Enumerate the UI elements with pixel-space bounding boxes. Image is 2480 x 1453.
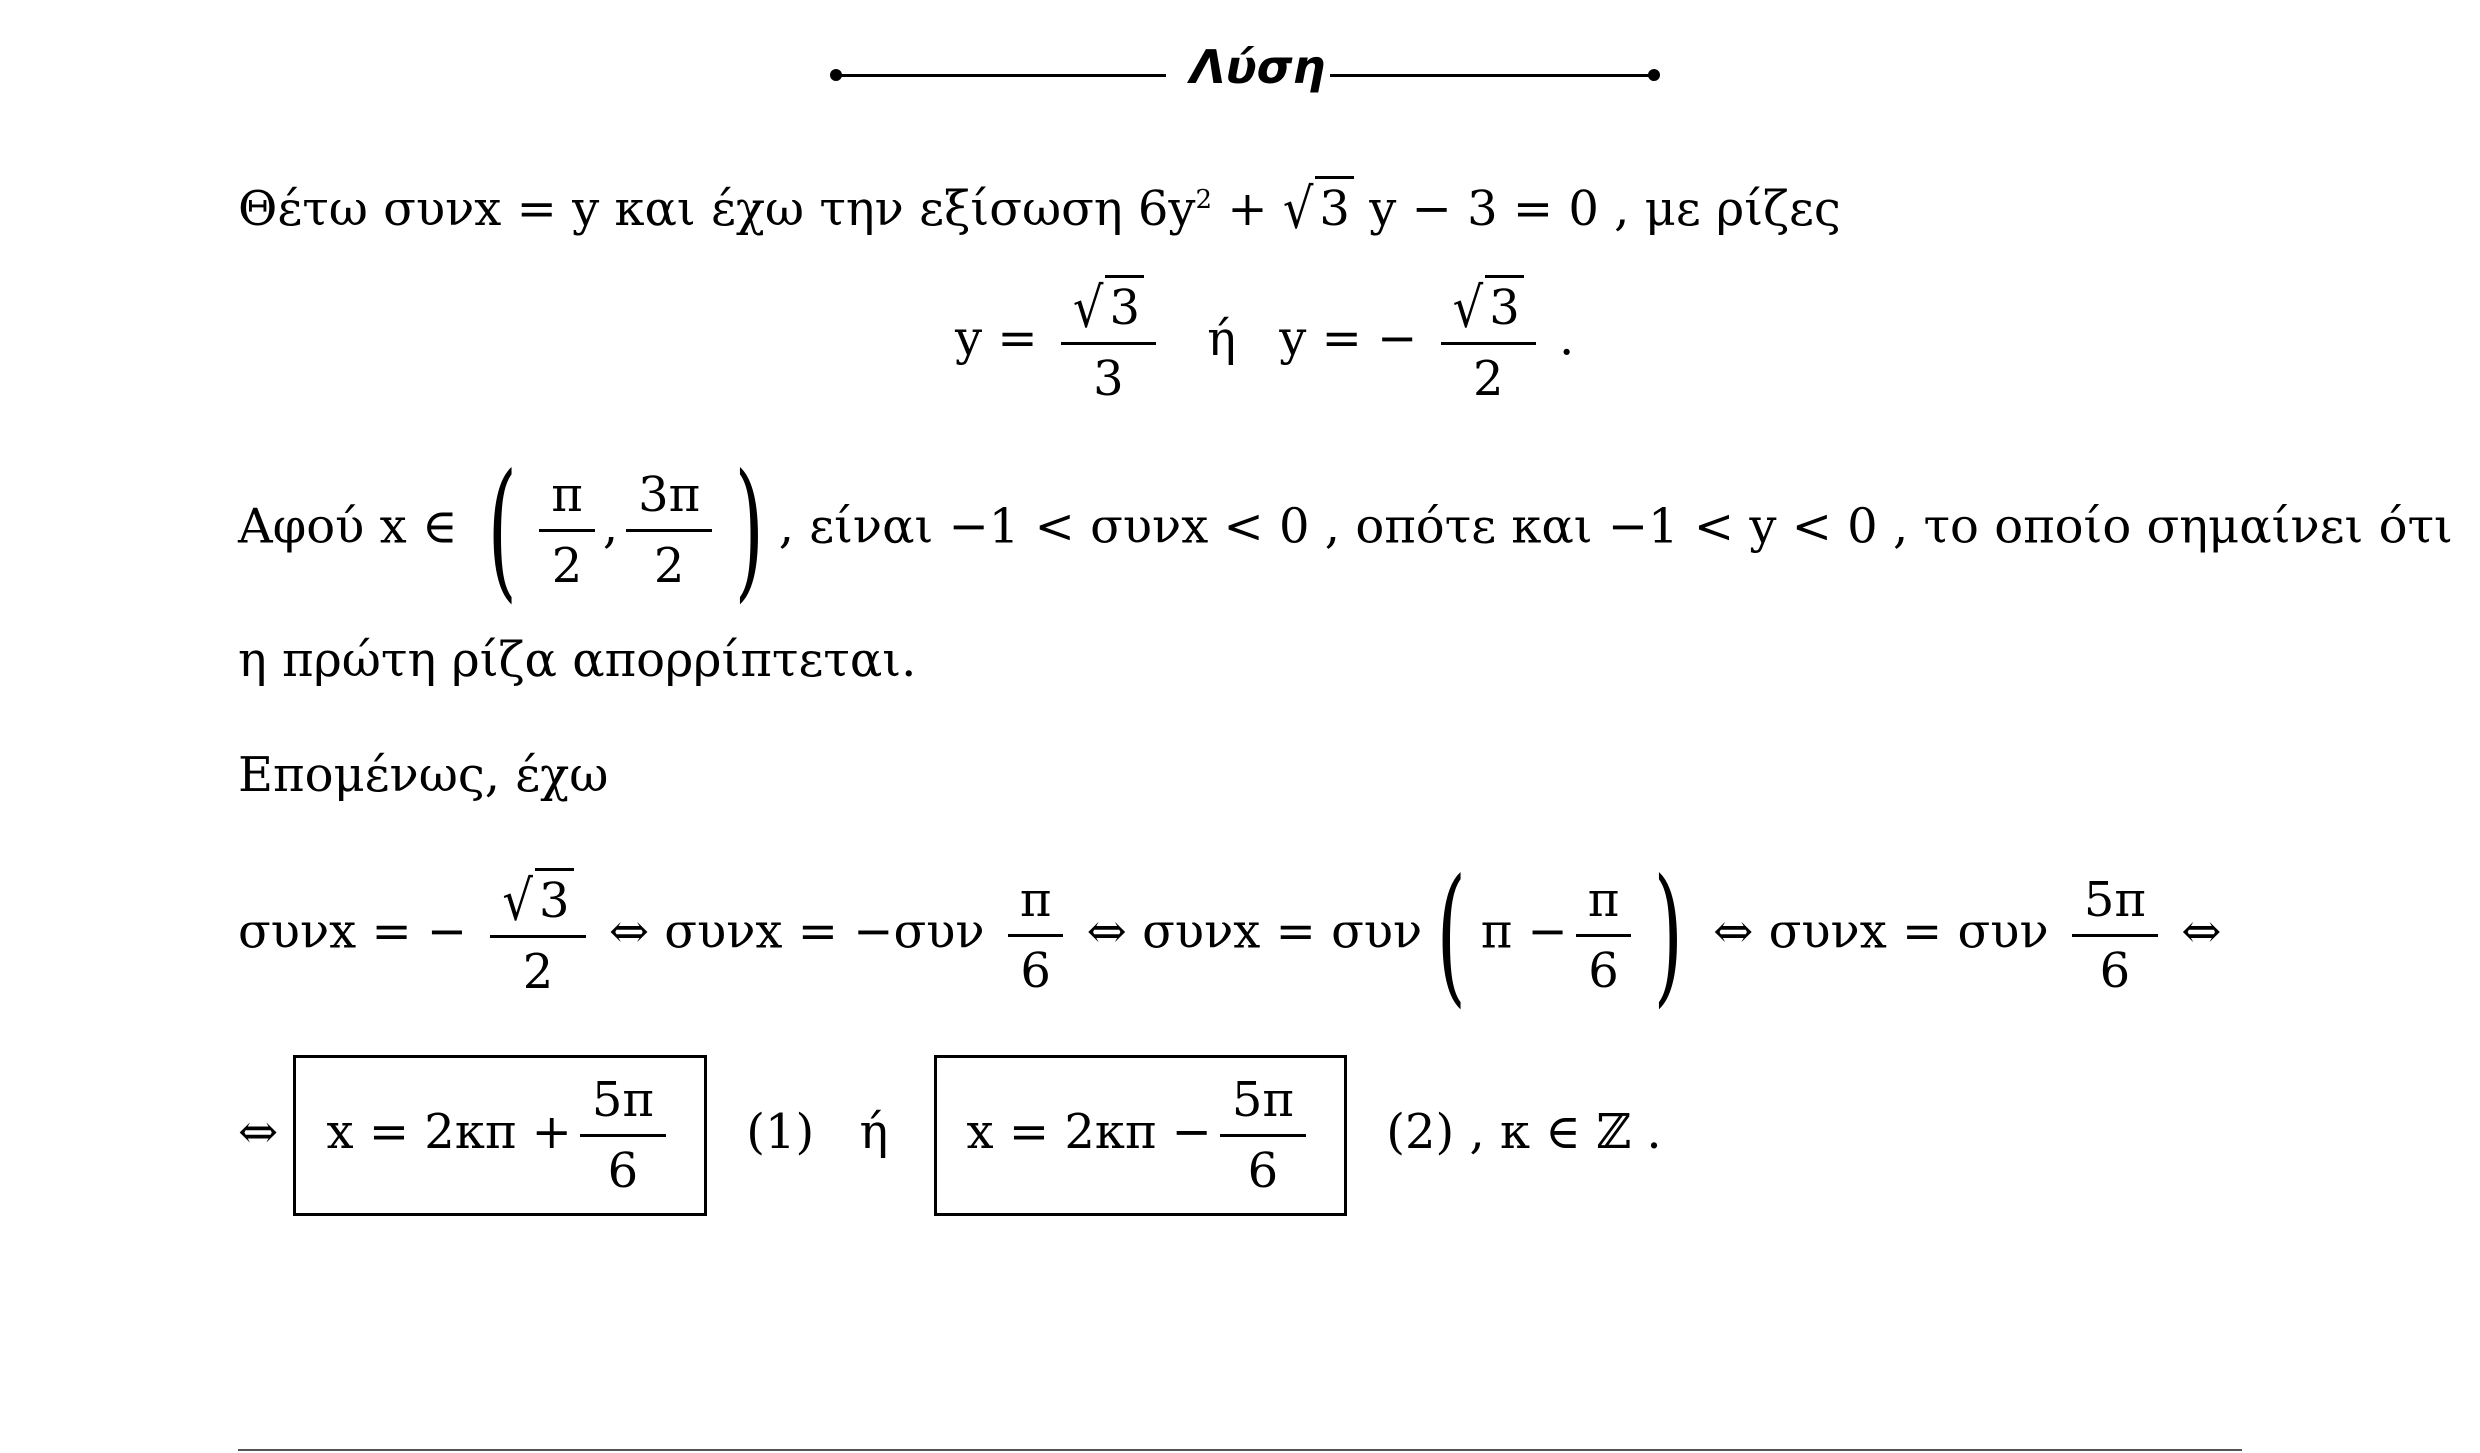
interval-upper-num: 3π: [626, 465, 712, 532]
eq-frac3: [1576, 870, 1632, 1001]
radical-sign: √: [1282, 176, 1314, 242]
eq-frac3-den: 6: [1588, 942, 1619, 999]
therefore-line: Επομένως, έχω: [238, 747, 609, 803]
eq-frac1: $\frac{√ 3}{2}$: [490, 868, 585, 1002]
eq-frac2-num: π: [1008, 870, 1064, 937]
substitution-line: [238, 170, 1841, 242]
interval-comma: ,: [602, 498, 619, 555]
solution-title: Λύση: [1190, 40, 1326, 94]
eq-frac2: [1008, 870, 1064, 1001]
eq-part-c: ⇔ συνx = συν: [1086, 903, 1423, 960]
interval-line: [238, 443, 2453, 617]
eq-part-e: ⇔: [2181, 903, 2222, 960]
eq-part-a: συνx = −: [238, 903, 468, 960]
box1-num: 5π: [580, 1070, 666, 1137]
or-word: ή: [1207, 310, 1237, 367]
box2-fraction: [1220, 1070, 1306, 1201]
radicand: 3: [1315, 176, 1354, 239]
equation-tail: y − 3 = 0 , με ρίζες: [1353, 181, 1841, 237]
interval-upper-fraction: [626, 465, 712, 596]
interval-conclusion: , είναι −1 < συνx < 0 , οπότε και −1 < y < 0 , το οποίο σημαίνει ότι: [778, 498, 2453, 555]
eq-frac2-den: 6: [1020, 942, 1051, 999]
solution-header: [830, 40, 1660, 110]
solution-box-1: [293, 1055, 706, 1216]
eq-left-paren: (: [1436, 848, 1467, 1022]
eq-frac3-num: π: [1576, 870, 1632, 937]
rule-dot-right: [1648, 69, 1660, 81]
box1-fraction: [580, 1070, 666, 1201]
interval-lower-fraction: [539, 465, 595, 596]
since-text: Αφού x ∈: [238, 498, 458, 555]
eq-paren-text: π −: [1480, 903, 1568, 960]
box2-num: 5π: [1220, 1070, 1306, 1137]
final-arrow: ⇔: [238, 1104, 279, 1160]
box2-text: x = 2κπ −: [966, 1104, 1212, 1160]
box1-text: x = 2κπ +: [326, 1104, 572, 1160]
plus-sign: +: [1212, 181, 1283, 237]
eq-frac1-num: 3: [535, 868, 574, 931]
box1-den: 6: [607, 1143, 639, 1199]
root2-fraction: $\frac{√ 3}{2}$: [1441, 275, 1536, 409]
eq-part-b: ⇔ συνx = −συν: [608, 903, 985, 960]
final-tail: , κ ∈ ℤ .: [1469, 1104, 1662, 1160]
eq-part-d: ⇔ συνx = συν: [1713, 903, 2049, 960]
box2-den: 6: [1247, 1143, 1279, 1199]
eq-frac4-num: 5π: [2072, 870, 2158, 937]
eq-frac4: [2072, 870, 2158, 1001]
final-solutions: [238, 1055, 1662, 1216]
substitution-text: Θέτω συνx = y και έχω την εξίσωση 6y: [238, 181, 1196, 237]
rejection-line: η πρώτη ρίζα απορρίπτεται.: [238, 632, 917, 688]
root1-lhs: y =: [955, 310, 1053, 367]
rule-right: [1330, 74, 1654, 77]
right-paren: ): [734, 443, 765, 617]
root1-fraction: $\frac{√ 3}{3}$: [1061, 275, 1156, 409]
final-or: ή: [859, 1104, 889, 1160]
interval-upper-den: 2: [653, 537, 685, 594]
root1-denominator: 3: [1093, 351, 1124, 407]
period: .: [1559, 310, 1575, 367]
left-paren: (: [487, 443, 517, 617]
interval-lower-num: π: [539, 465, 595, 532]
label-2: (2): [1386, 1104, 1455, 1160]
exponent: 2: [1195, 185, 1213, 215]
eq-right-paren: ): [1653, 848, 1684, 1022]
label-1: (1): [746, 1104, 815, 1160]
interval-lower-den: 2: [551, 537, 583, 594]
equation-chain: [238, 848, 2222, 1022]
rule-left: [836, 74, 1166, 77]
root1-numerator: 3: [1105, 275, 1144, 338]
root2-numerator: 3: [1485, 275, 1524, 338]
root2-denominator: 2: [1472, 351, 1504, 407]
roots-display: [955, 275, 1574, 409]
footer-rule: [238, 1449, 2242, 1451]
eq-frac4-den: 6: [2099, 942, 2131, 999]
solution-box-2: [934, 1055, 1347, 1216]
root2-lhs: y = −: [1279, 310, 1418, 367]
eq-frac1-den: 2: [522, 944, 554, 1000]
